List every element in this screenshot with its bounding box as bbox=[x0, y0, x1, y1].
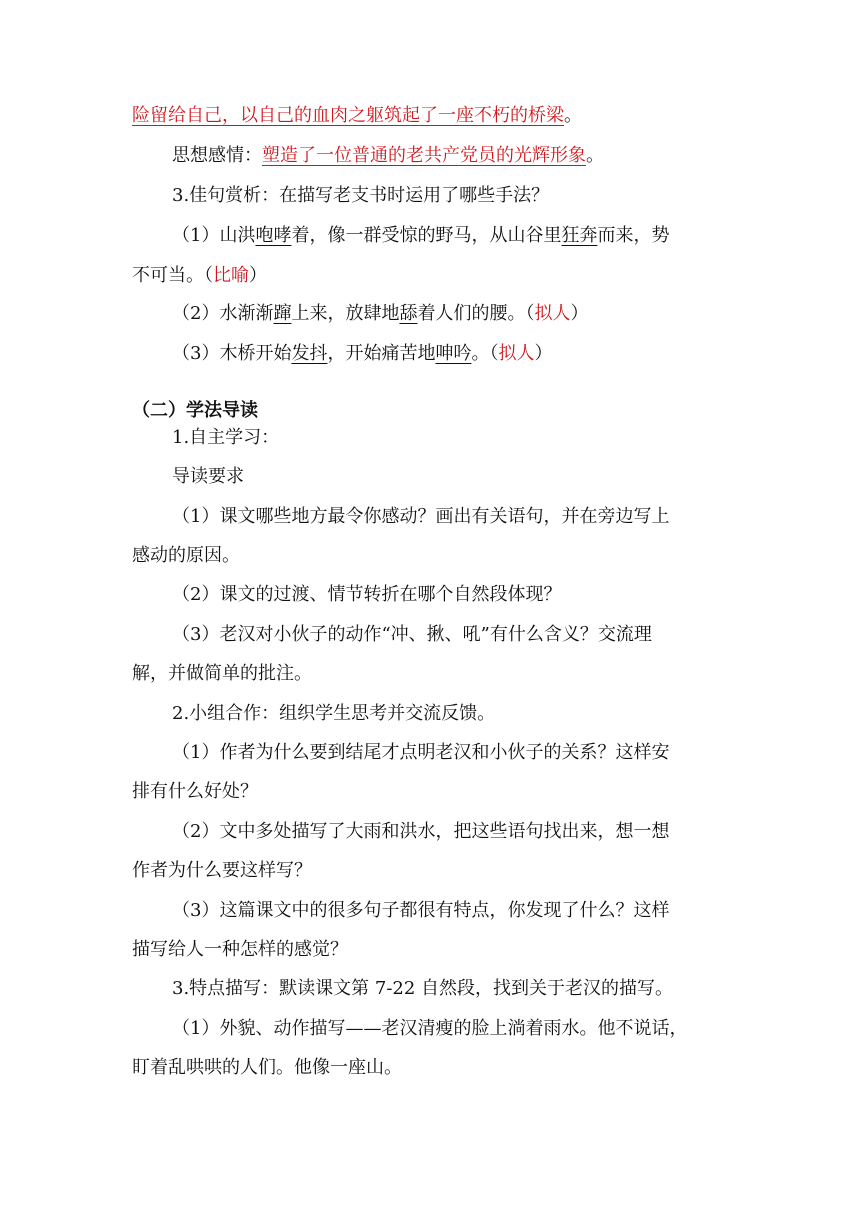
paragraph-line: 盯着乱哄哄的人们。他像一座山。 bbox=[132, 1057, 402, 1078]
answer-text: 险留给自己，以自己的血肉之躯筑起了一座不朽的桥梁 bbox=[132, 105, 564, 126]
paragraph-line: （3）老汉对小伙子的动作“冲、揪、吼”有什么含义？交流理 bbox=[172, 624, 652, 645]
answer-text: 比喻 bbox=[213, 265, 249, 286]
example-sentence-cont bbox=[132, 264, 267, 288]
sentence-part: 上来，放肆地 bbox=[291, 303, 400, 324]
sentence-part: 而来，势 bbox=[597, 225, 670, 246]
sentence-part: （3）木桥开始 bbox=[172, 343, 292, 364]
sentence-part: 着，像一群受惊的野马，从山谷里 bbox=[291, 225, 562, 246]
label-text: 思想感情： bbox=[172, 145, 262, 166]
example-sentence bbox=[172, 302, 588, 326]
subsection-heading: 2.小组合作：组织学生思考并交流反馈。 bbox=[172, 703, 496, 724]
answer-text: 拟人 bbox=[498, 343, 535, 364]
sentence-part: ） bbox=[570, 303, 589, 324]
paragraph-line: （2）文中多处描写了大雨和洪水，把这些语句找出来，想一想 bbox=[172, 821, 670, 842]
paragraph-label: 导读要求 bbox=[172, 466, 244, 487]
text-line bbox=[132, 104, 582, 128]
underlined-word: 呻吟 bbox=[435, 343, 472, 364]
underlined-word: 狂奔 bbox=[561, 225, 598, 246]
paragraph-line: 排有什么好处？ bbox=[132, 781, 258, 802]
section-heading: （二）学法导读 bbox=[132, 400, 258, 421]
underlined-word: 蹿 bbox=[273, 303, 292, 324]
paragraph-line: （1）作者为什么要到结尾才点明老汉和小伙子的关系？这样安 bbox=[172, 742, 670, 763]
answer-text: 塑造了一位普通的老共产党员的光辉形象 bbox=[262, 145, 586, 166]
paragraph-line: 作者为什么要这样写？ bbox=[132, 860, 312, 881]
paragraph-line: 描写给人一种怎样的感觉？ bbox=[132, 939, 348, 960]
underlined-word: 舔 bbox=[399, 303, 418, 324]
question-heading: 3.佳句赏析：在描写老支书时运用了哪些手法？ bbox=[172, 185, 550, 206]
punctuation: 。 bbox=[564, 105, 582, 126]
sentence-part: ） bbox=[249, 265, 267, 286]
paragraph-line: 解，并做简单的批注。 bbox=[132, 663, 312, 684]
sentence-part: （2）水渐渐 bbox=[172, 303, 274, 324]
example-sentence bbox=[172, 342, 552, 366]
example-sentence bbox=[172, 224, 669, 248]
underlined-word: 发抖 bbox=[291, 343, 328, 364]
paragraph-line: （2）课文的过渡、情节转折在哪个自然段体现？ bbox=[172, 584, 562, 605]
sentence-part: 着人们的腰。（ bbox=[417, 303, 535, 324]
sentence-part: （1）山洪 bbox=[172, 225, 256, 246]
sentence-part: ） bbox=[534, 343, 553, 364]
sentence-part: 不可当。（ bbox=[132, 265, 213, 286]
paragraph-line: （1）课文哪些地方最令你感动？画出有关语句，并在旁边写上 bbox=[172, 506, 670, 527]
underlined-word: 咆哮 bbox=[255, 225, 292, 246]
subsection-heading: 3.特点描写：默读课文第 7-22 自然段，找到关于老汉的描写。 bbox=[172, 978, 674, 999]
punctuation: 。 bbox=[586, 145, 604, 166]
sentence-part: ，开始痛苦地 bbox=[327, 343, 436, 364]
sentence-part: 。（ bbox=[471, 343, 499, 364]
paragraph-line: 感动的原因。 bbox=[132, 545, 240, 566]
text-line bbox=[172, 144, 604, 168]
paragraph-line: （3）这篇课文中的很多句子都很有特点，你发现了什么？这样 bbox=[172, 900, 670, 921]
subsection-heading: 1.自主学习： bbox=[172, 427, 280, 448]
paragraph-line: （1）外貌、动作描写——老汉清瘦的脸上淌着雨水。他不说话， bbox=[172, 1018, 688, 1039]
answer-text: 拟人 bbox=[534, 303, 571, 324]
